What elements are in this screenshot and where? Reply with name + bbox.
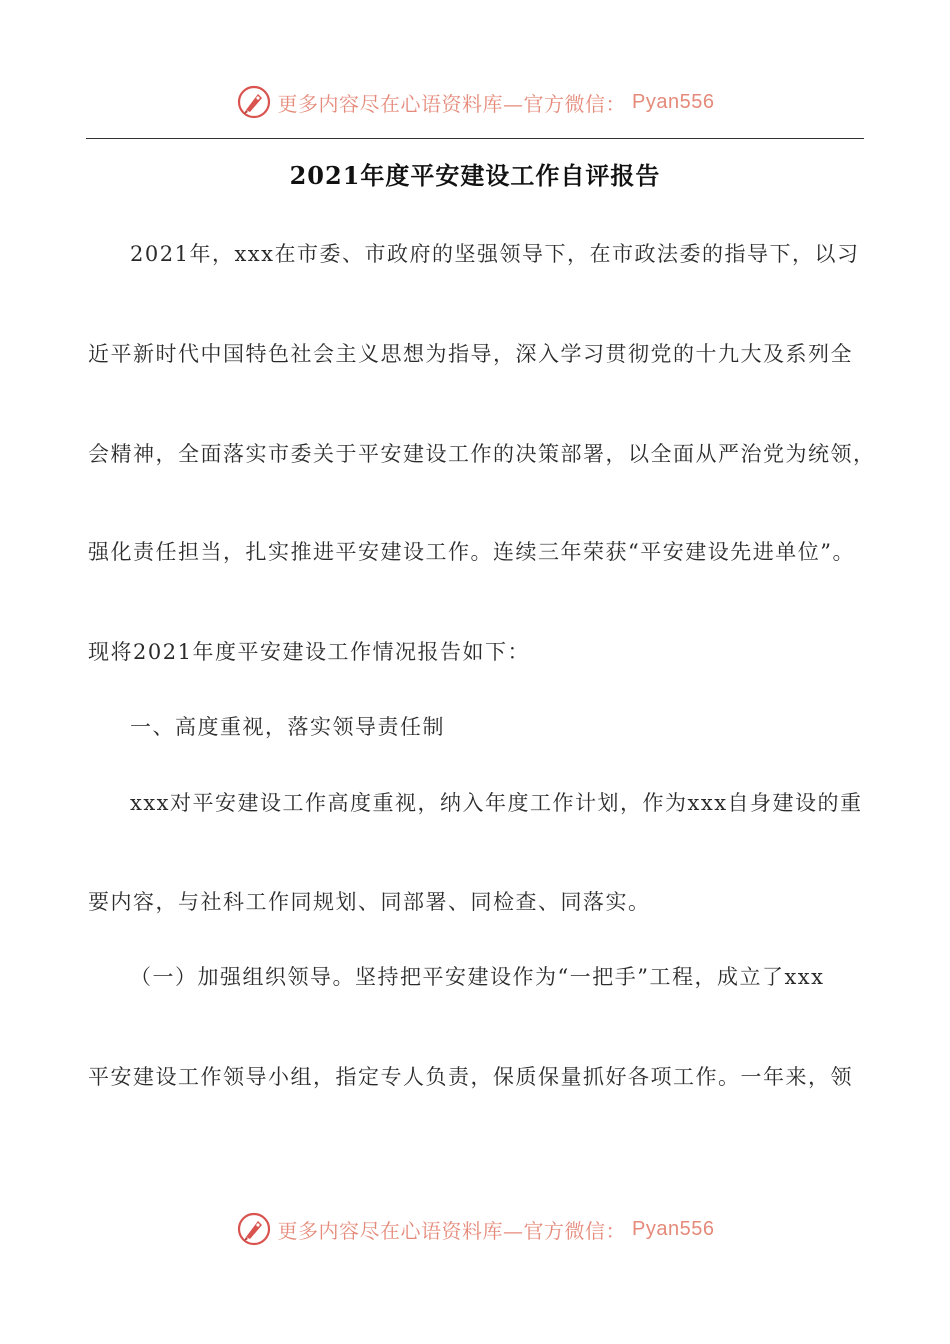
paragraph-line: （一）加强组织领导。坚持把平安建设作为“一把手”工程，成立了xxx [130,965,825,989]
paragraph-line: 近平新时代中国特色社会主义思想为指导，深入学习贯彻党的十九大及系列全 [88,342,853,366]
paragraph-line: 强化责任担当，扎实推进平安建设工作。连续三年荣获“平安建设先进单位”。 [88,540,855,564]
watermark-text: 更多内容尽在心语资料库—官方微信： [277,1218,627,1243]
pen-nib-logo-icon [236,1211,272,1247]
watermark-text: 更多内容尽在心语资料库—官方微信： [277,91,627,116]
footer-watermark [0,1211,950,1247]
paragraph-line: xxx对平安建设工作高度重视，纳入年度工作计划，作为xxx自身建设的重 [130,791,863,815]
document-title: 2021年度平安建设工作自评报告 [289,161,661,190]
header-watermark [0,84,950,120]
paragraph-line: 平安建设工作领导小组，指定专人负责，保质保量抓好各项工作。一年来，领 [88,1065,853,1089]
paragraph-line: 要内容，与社科工作同规划、同部署、同检查、同落实。 [88,890,651,914]
paragraph-line: 现将2021年度平安建设工作情况报告如下： [88,640,530,664]
watermark-wechat-id: Pyan556 [632,90,715,113]
header-divider [86,138,864,139]
section-heading: 一、高度重视，落实领导责任制 [130,715,445,739]
paragraph-line: 2021年，xxx在市委、市政府的坚强领导下，在市政法委的指导下，以习 [130,242,860,266]
paragraph-line: 会精神，全面落实市委关于平安建设工作的决策部署，以全面从严治党为统领， [88,442,876,466]
watermark-wechat-id: Pyan556 [632,1217,715,1240]
pen-nib-logo-icon [236,84,272,120]
